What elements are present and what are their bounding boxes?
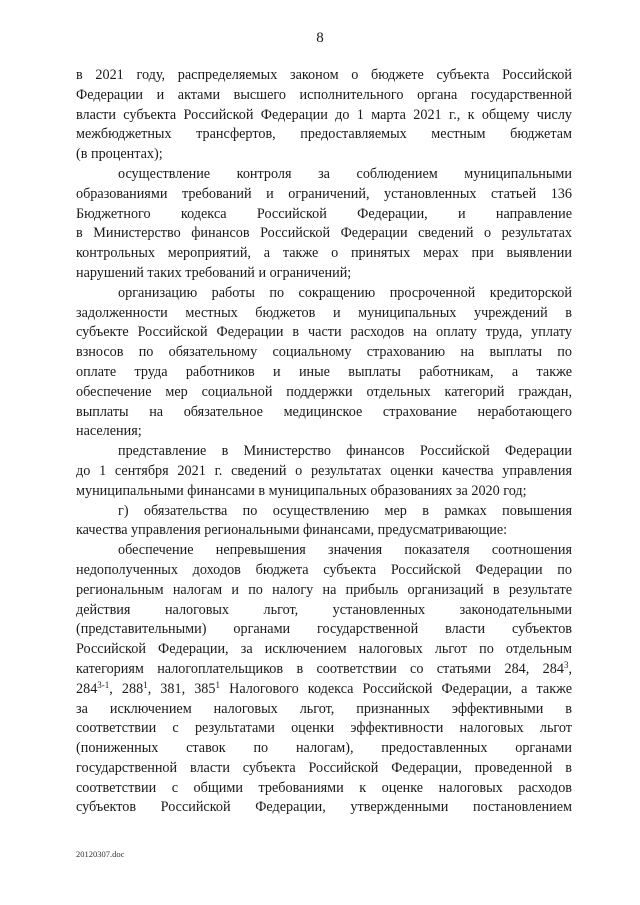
text-line: Федерации и актами высшего исполнительного органа государственной xyxy=(76,86,572,103)
text-line: соответствии с результатами оценки эффективности налоговых льгот xyxy=(76,720,572,737)
text-segment: категориям налогоплательщиков в соответствии со статьями 284, 284 xyxy=(76,660,564,677)
text-line: качества управления региональными финансами, предусматривающие: xyxy=(76,522,508,539)
text-line: Российской Федерации, за исключением налоговых льгот по отдельным xyxy=(76,641,572,658)
text-line: выплаты на обязательное медицинское страхование неработающего xyxy=(76,403,572,420)
text-segment: 284 xyxy=(76,680,98,697)
text-segment: , 381, 385 xyxy=(147,680,216,697)
file-name-footer: 20120307.doc xyxy=(76,849,125,859)
paragraph-first-line: обеспечение непревышения значения показателя соотношения xyxy=(118,542,572,559)
paragraph-first-line: представление в Министерство финансов Российской Федерации xyxy=(118,443,572,460)
text-line: Бюджетного кодекса Российской Федерации, и направление xyxy=(76,205,572,222)
text-segment: , xyxy=(568,660,572,677)
page-number: 8 xyxy=(316,30,324,46)
text-segment: , 288 xyxy=(109,680,144,697)
superscript: 1 xyxy=(215,679,220,690)
text-line: субъекте Российской Федерации в части расходов на оплату труда, уплату xyxy=(76,324,572,341)
text-line: субъектов Российской Федерации, утвержденными постановлением xyxy=(76,799,572,816)
document-body xyxy=(76,66,572,818)
text-line: в Министерство финансов Российской Федерации сведений о результатах xyxy=(76,225,572,242)
text-line: государственной власти субъекта Российской Федерации, проведенной в xyxy=(76,759,572,776)
paragraph-first-line: организацию работы по сокращению просроченной кредиторской xyxy=(118,284,572,301)
text-line xyxy=(76,680,572,700)
text-line xyxy=(76,660,572,680)
text-line: соответствии с общими требованиями к оценке налоговых расходов xyxy=(76,779,572,796)
text-line: до 1 сентября 2021 г. сведений о результатах оценки качества управления xyxy=(76,462,572,479)
text-line: региональным налогам и по налогу на прибыль организаций в результате xyxy=(76,581,572,598)
paragraph-first-line: г) обязательства по осуществлению мер в рамках повышения xyxy=(118,502,572,519)
text-line: (пониженных ставок по налогам), предоставленных органами xyxy=(76,740,572,757)
text-line: муниципальными финансами в муниципальных образованиях за 2020 год; xyxy=(76,482,527,499)
text-line: недополученных доходов бюджета субъекта Российской Федерации по xyxy=(76,561,572,578)
text-line: оплате труда работников и иные выплаты работникам, а также xyxy=(76,363,572,380)
text-line: (представительными) органами государственной власти субъектов xyxy=(76,621,572,638)
text-line: задолженности местных бюджетов и муниципальных учреждений в xyxy=(76,304,572,321)
text-line: действия налоговых льгот, установленных законодательными xyxy=(76,601,572,618)
text-line: (в процентах); xyxy=(76,146,163,163)
text-line: власти субъекта Российской Федерации до 1 марта 2021 г., к общему числу xyxy=(76,106,572,123)
superscript: 3 xyxy=(563,659,569,670)
text-line: за исключением налоговых льгот, признанных эффективными в xyxy=(76,700,572,717)
text-line: населения; xyxy=(76,423,142,440)
paragraph-first-line: осуществление контроля за соблюдением муниципальными xyxy=(118,165,572,182)
text-line: обеспечение мер социальной поддержки отдельных категорий граждан, xyxy=(76,383,572,400)
text-line: образованиями требований и ограничений, установленных статьей 136 xyxy=(76,185,572,202)
text-line: взносов по обязательному социальному страхованию на выплаты по xyxy=(76,344,572,361)
superscript: 1 xyxy=(143,679,148,690)
text-line: в 2021 году, распределяемых законом о бюджете субъекта Российской xyxy=(76,67,572,83)
text-segment: Налогового кодекса Российской Федерации, а также xyxy=(220,680,573,697)
text-line: контрольных мероприятий, а также о принятых мерах при выявлении xyxy=(76,245,572,262)
text-line: нарушений таких требований и ограничений; xyxy=(76,264,352,281)
superscript: 3-1 xyxy=(97,679,110,690)
text-line: межбюджетных трансфертов, предоставляемых местным бюджетам xyxy=(76,126,572,143)
